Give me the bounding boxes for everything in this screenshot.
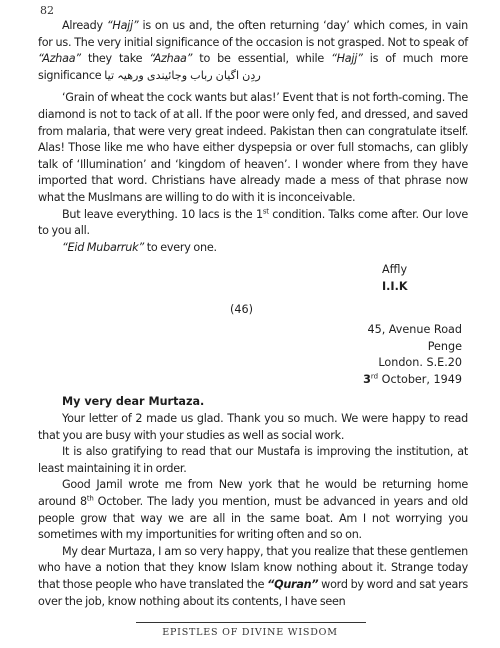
footer-rule bbox=[136, 622, 366, 623]
address-block bbox=[38, 322, 468, 388]
address-line: 45, Avenue Road bbox=[367, 323, 462, 337]
paragraph-eid bbox=[38, 240, 468, 257]
italic-term: “Azhaa” bbox=[38, 52, 81, 66]
italic-term: “Quran” bbox=[267, 578, 319, 591]
closing: Affly bbox=[382, 263, 408, 277]
superscript: th bbox=[86, 494, 94, 503]
text-run: But leave everything. 10 lacs is the 1 bbox=[62, 207, 263, 221]
address-line: Penge bbox=[427, 339, 462, 353]
italic-term: “Eid Mubarruk” bbox=[62, 240, 144, 254]
italic-term: “Hajj” bbox=[106, 19, 139, 32]
text-run: word by word and sat years over the job, know nothing about its contents, I have seen bbox=[38, 578, 468, 608]
text-run: Good Jamil wrote me from New york that he would be returning home around 8 bbox=[38, 478, 468, 509]
text-run: is of much more significance bbox=[38, 52, 469, 82]
text-run: to every one. bbox=[143, 240, 217, 254]
text-run: is on us and, the often returning ‘day’ which comes, in vain for us. The very initial significance of the occasion is not grasped. Not to speak of bbox=[38, 19, 468, 49]
text-run: October. The lady you mention, must be advanced in years and old people grow that way we are all in the same boat. Am I not worrying you sometimes with my importunities for writing often and so on. bbox=[38, 495, 468, 542]
letter-number bbox=[38, 302, 468, 319]
text-run: they take bbox=[80, 52, 150, 66]
letter-date bbox=[38, 372, 468, 389]
signature-affly bbox=[38, 262, 468, 279]
address-line: London. S.E.20 bbox=[378, 356, 462, 370]
date-day: 3 bbox=[363, 372, 371, 386]
text-run: condition. Talks come after. Our love to you all. bbox=[38, 207, 468, 238]
initials: I.I.K bbox=[382, 279, 408, 293]
paragraph-mustafa: It is also gratifying to read that our Mustafa is improving the institution, at least maintaining it in order. bbox=[38, 445, 468, 475]
signature-initials bbox=[38, 279, 468, 296]
paragraph-condition bbox=[38, 207, 468, 240]
italic-term: “Hajj” bbox=[331, 52, 363, 66]
text-run: My dear Murtaza, I am so very happy, that you realize that these gentlemen who have a notion that they know Islam know nothing about it. Strange today that those people who have translated the bbox=[38, 544, 468, 591]
superscript: rd bbox=[370, 372, 379, 381]
paragraph-grain: ‘Grain of wheat the cock wants but alas!’ Event that is not forth-coming. The diamond is not to tack of at all. If the poor were only fed, and dressed, and saved from malaria, that were very great indeed. Pakistan then can congratulate itself. Alas! Those like me who have either dyspepsia or over full stomachs, can glibly talk of ‘Illumination’ and ‘kingdom of heaven’. I wonder where from they have imported that word. Christians have already made a mess of that phrase now what the Muslmans are willing to do with it is inconceivable. bbox=[38, 91, 468, 204]
urdu-phrase: ردِن اگیان رباب وجائیندی ورھیہ تیا bbox=[104, 68, 261, 82]
page-number: 82 bbox=[40, 4, 54, 17]
paragraph-quran bbox=[38, 544, 468, 610]
italic-term: “Azhaa” bbox=[149, 52, 193, 66]
letter-number-text: (46) bbox=[230, 302, 253, 316]
page-body bbox=[38, 18, 468, 610]
paragraph-letter: Your letter of 2 made us glad. Thank you so much. We were happy to read that you are busy with your studies as well as social work. bbox=[38, 412, 468, 442]
text-run: to be essential, while bbox=[192, 52, 332, 66]
text-run: Already bbox=[62, 19, 107, 32]
superscript: st bbox=[262, 206, 269, 215]
salutation: My very dear Murtaza. bbox=[62, 395, 205, 409]
running-footer: EPISTLES OF DIVINE WISDOM bbox=[162, 627, 338, 638]
date-rest: October, 1949 bbox=[378, 372, 462, 386]
paragraph-hajj bbox=[38, 18, 468, 84]
paragraph-jamil bbox=[38, 477, 468, 543]
